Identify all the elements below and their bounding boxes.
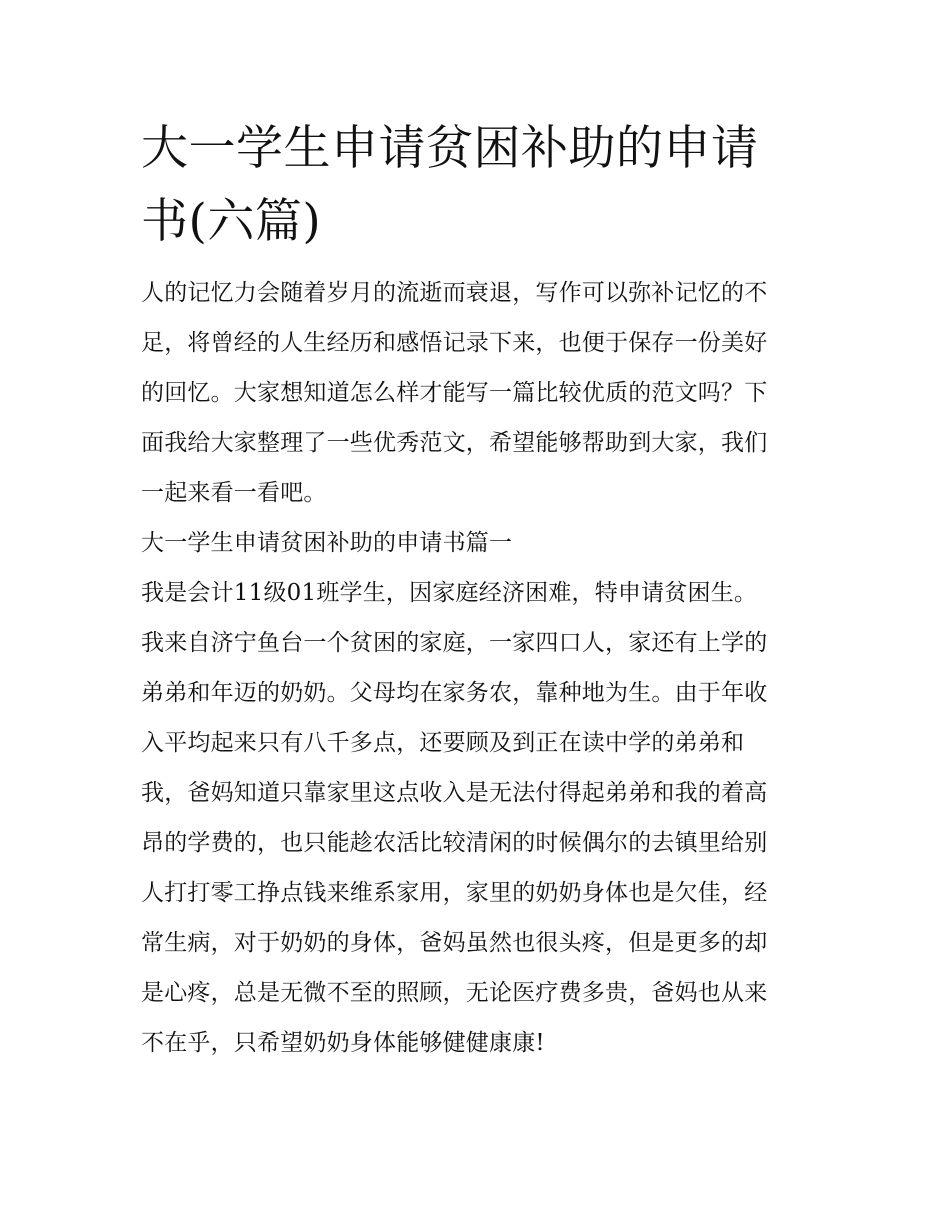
body-line: 不在乎，只希望奶奶身体能够健健康康! [141, 1030, 545, 1056]
intro-paragraph [141, 268, 816, 518]
body-line: 是心疼，总是无微不至的照顾，无论医疗费多贵，爸妈也从来 [141, 980, 768, 1006]
intro-line: 足，将曾经的人生经历和感悟记录下来，也便于保存一份美好 [141, 330, 768, 356]
body-line: 弟弟和年迈的奶奶。父母均在家务农，靠种地为生。由于年收 [141, 680, 768, 706]
body-line: 常生病，对于奶奶的身体，爸妈虽然也很头疼，但是更多的却 [141, 930, 768, 956]
document-content [141, 112, 816, 1068]
body-line: 昂的学费的，也只能趁农活比较清闲的时候偶尔的去镇里给别 [141, 830, 768, 856]
section-heading [141, 518, 816, 568]
body-first-paragraph [141, 568, 816, 618]
body-line: 人打打零工挣点钱来维系家用，家里的奶奶身体也是欠佳，经 [141, 880, 768, 906]
intro-line: 人的记忆力会随着岁月的流逝而衰退，写作可以弥补记忆的不 [141, 280, 768, 306]
intro-line: 一起来看一看吧。 [141, 480, 327, 506]
intro-line: 的回忆。大家想知道怎么样才能写一篇比较优质的范文吗？下 [141, 380, 768, 406]
document-title [141, 112, 816, 258]
title-line: 书(六篇) [141, 194, 322, 249]
body-line: 我来自济宁鱼台一个贫困的家庭，一家四口人，家还有上学的 [141, 630, 768, 656]
intro-line: 面我给大家整理了一些优秀范文，希望能够帮助到大家，我们 [141, 430, 768, 456]
body-line: 我，爸妈知道只靠家里这点收入是无法付得起弟弟和我的着高 [141, 780, 768, 806]
body-line: 我是会计11级01班学生，因家庭经济困难，特申请贫困生。 [141, 580, 758, 606]
body-line: 入平均起来只有八千多点，还要顾及到正在读中学的弟弟和 [141, 730, 745, 756]
section-heading-text: 大一学生申请贫困补助的申请书篇一 [141, 530, 513, 556]
title-line: 大一学生申请贫困补助的申请 [141, 121, 759, 176]
body-paragraph [141, 618, 816, 1068]
